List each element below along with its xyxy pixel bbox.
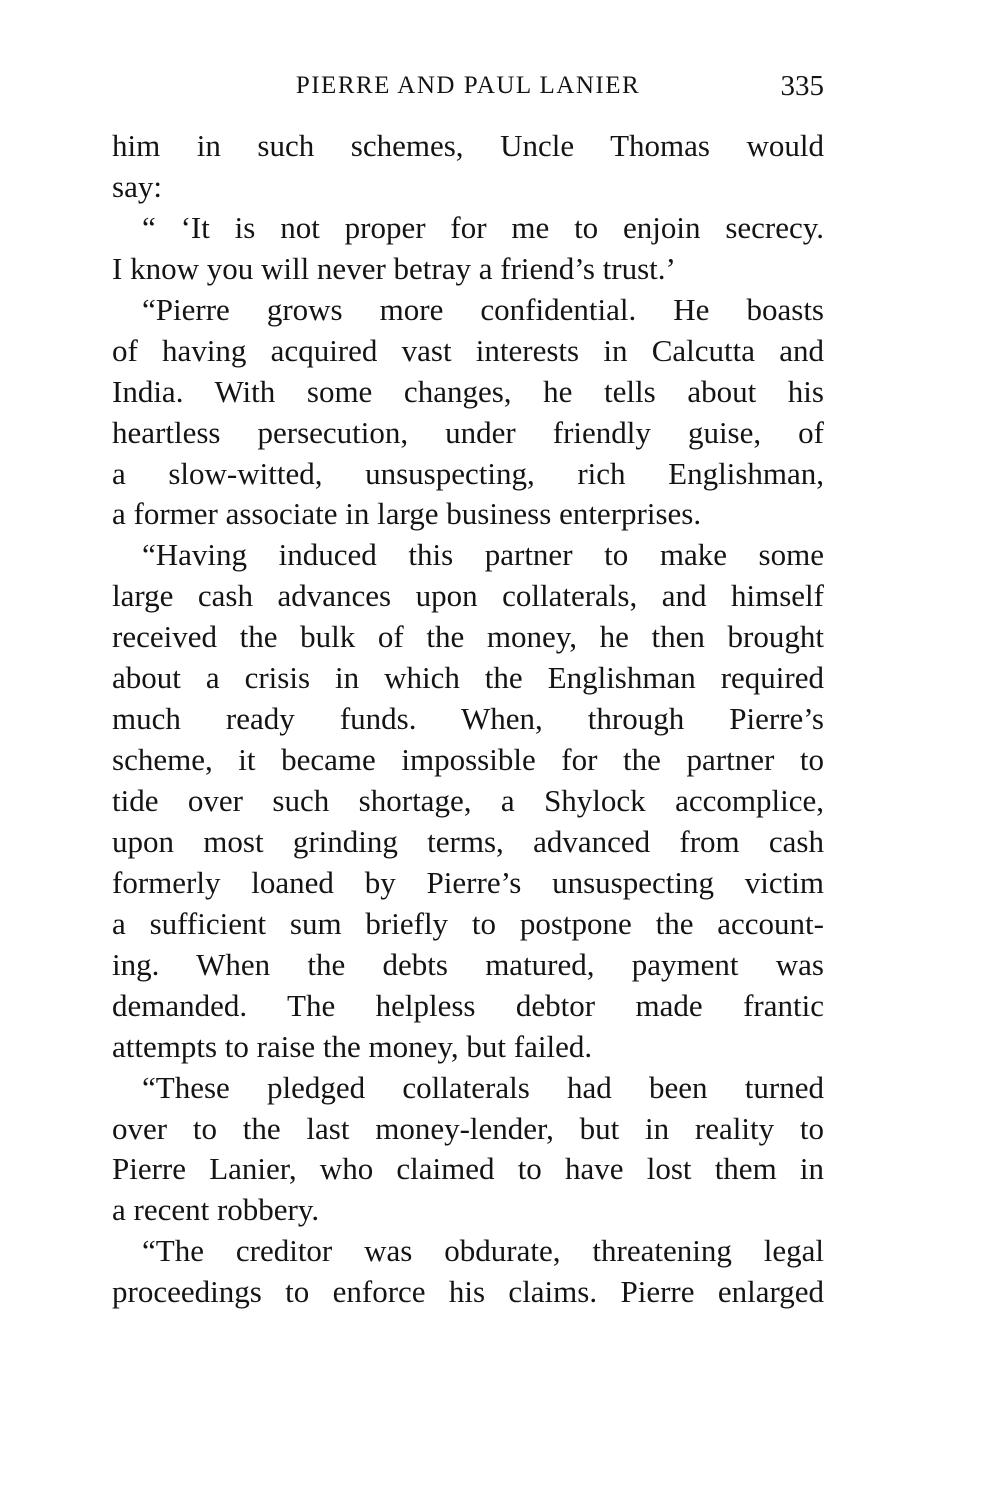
text-line: received the bulk of the money, he then brought [112,619,824,655]
text-line: “The creditor was obdurate, threatening legal [142,1233,824,1269]
text-line: “Pierre grows more confidential. He boasts [142,291,824,327]
text-line: “ ‘It is not proper for me to enjoin secrecy. [142,209,824,245]
text-line: over to the last money-lender, but in reality to [112,1110,824,1146]
text-line: him in such schemes, Uncle Thomas would [112,128,824,163]
text-line: a recent robbery. [112,1192,320,1228]
running-title: PIERRE AND PAUL LANIER [295,72,641,99]
text-line: formerly loaned by Pierre’s unsuspecting victim [112,864,824,900]
text-line: tide over such shortage, a Shylock accomplice, [112,783,824,818]
text-line: I know you will never betray a friend’s trust.’ [112,250,676,286]
text-line: say: [112,168,162,204]
text-line: proceedings to enforce his claims. Pierre enlarged [112,1274,824,1310]
body-text [112,126,824,1313]
text-line: a slow-witted, unsuspecting, rich Englishman, [112,455,824,491]
text-line: demanded. The helpless debtor made frantic [112,987,824,1023]
text-line: upon most grinding terms, advanced from cash [112,823,824,859]
text-line: large cash advances upon collaterals, and himself [112,578,824,614]
running-head [112,66,824,114]
text-line: scheme, it became impossible for the partner to [112,742,824,778]
text-line: India. With some changes, he tells about his [112,373,824,409]
text-line: heartless persecution, under friendly guise, of [112,414,824,450]
text-line: attempts to raise the money, but failed. [112,1028,593,1064]
text-line: of having acquired vast interests in Calcutta and [112,332,824,368]
text-line: “These pledged collaterals had been turned [142,1069,824,1105]
text-line: a former associate in large business enterprises. [112,496,702,532]
text-line: ing. When the debts matured, payment was [112,946,824,982]
text-line: much ready funds. When, through Pierre’s [112,701,824,737]
text-line: “Having induced this partner to make some [142,537,824,573]
text-line: a sufficient sum briefly to postpone the account- [112,905,824,941]
text-line: Pierre Lanier, who claimed to have lost them in [112,1151,824,1187]
text-line: about a crisis in which the Englishman required [112,660,824,696]
page-number: 335 [780,70,824,102]
